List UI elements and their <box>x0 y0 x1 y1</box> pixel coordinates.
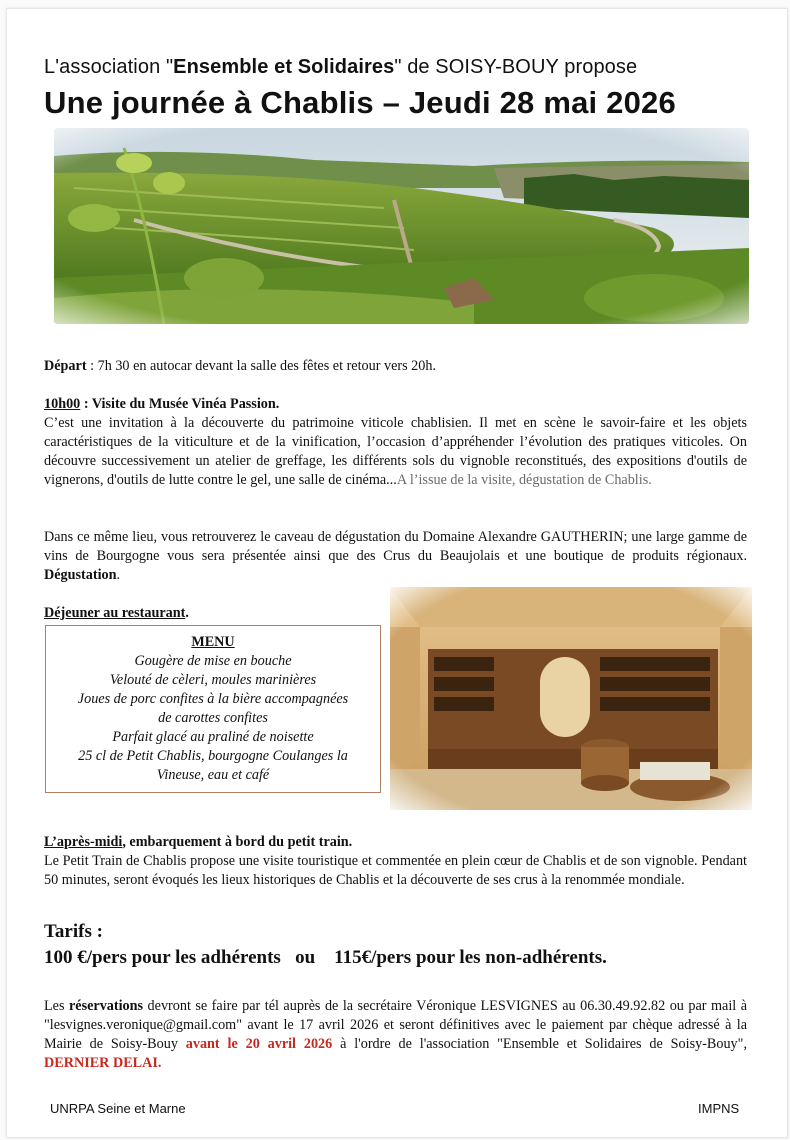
afternoon-heading <box>44 833 352 852</box>
museum-heading <box>44 395 744 414</box>
lunch-end: . <box>185 605 189 621</box>
menu-box <box>45 625 381 793</box>
lunch-title: Déjeuner au restaurant <box>44 605 186 621</box>
header-association-line <box>44 56 637 79</box>
footer-right: IMPNS <box>698 1101 740 1116</box>
departure-label: Départ <box>44 358 87 374</box>
lunch-heading <box>44 604 189 623</box>
caveau-paragraph <box>44 528 747 585</box>
menu-item: Parfait glacé au praliné de noisette <box>112 729 314 745</box>
museum-time: 10h00 <box>44 396 81 412</box>
museum-title: : Visite du Musée Vinéa Passion. <box>80 396 280 412</box>
caveau-tasting: Dégustation <box>44 567 117 583</box>
tarifs-line: 100 €/pers pour les adhérents ou 115€/pers pour les non-adhérents. <box>44 947 607 968</box>
museum-body: C’est une invitation à la découverte du patrimoine viticole chablisien. Il met en scène le savoir-faire et les objets caractéristiques de la viticulture et de la vinification, l’occasion d’appréhender l’évolution des pratiques viticoles. On découvre successivement un atelier de greffage, les différents sols du vignoble reconstitués, des expositions d'outils de vignerons, d'outils de lutte contre le gel, une salle de cinéma... <box>44 415 747 488</box>
page-title: Une journée à Chablis – Jeudi 28 mai 2026 <box>44 85 676 120</box>
menu-item: Gougère de mise en bouche <box>134 653 292 669</box>
reservation-text-3: à l'ordre de l'association "Ensemble et Solidaires de Soisy-Bouy", <box>332 1036 747 1052</box>
menu-item: Vineuse, eau et café <box>156 767 270 783</box>
menu-item: de carottes confites <box>158 710 268 726</box>
afternoon-title: L’après-midi <box>44 834 123 850</box>
reservation-deadline: avant le 20 avril 2026 <box>185 1036 333 1052</box>
caveau-body: Dans ce même lieu, vous retrouverez le caveau de dégustation du Domaine Alexandre GAUTHERIN; une large gamme de vins de Bourgogne vous sera présentée ainsi que des Crus du Beaujolais et une boutique de produits régionaux. <box>44 529 747 564</box>
menu-item: 25 cl de Petit Chablis, bourgogne Coulanges la <box>78 748 348 764</box>
departure-text: : 7h 30 en autocar devant la salle des fêtes et retour vers 20h. <box>86 358 436 374</box>
museum-description <box>44 414 747 490</box>
menu-item: Joues de porc confites à la bière accompagnées <box>77 691 349 707</box>
reservation-last-deadline: DERNIER DELAI. <box>44 1055 162 1071</box>
afternoon-description: Le Petit Train de Chablis propose une visite touristique et commentée en plein cœur de Chablis et de son vignoble. Pendant 50 minutes, seront évoqués les lieux historiques de Chablis et la découverte de ses crus à la renommée mondiale. <box>44 853 747 888</box>
wine-cellar-photo <box>390 587 752 810</box>
afternoon-title-rest: , embarquement à bord du petit train. <box>122 834 353 850</box>
tarifs-label: Tarifs : <box>44 921 103 942</box>
menu-title: MENU <box>191 634 235 650</box>
departure-line <box>44 357 744 376</box>
reservation-text-2: devront se faire par tél auprès de la secrétaire Véronique LESVIGNES au 06.30.49.92.82 ou par mail à "lesvignes.veronique@gmail.com" avant le 17 avril 2026 et seront définitives avec le paiement par chèque adressé à la Mairie de Soisy-Bouy <box>44 998 747 1052</box>
menu-item: Velouté de cèleri, moules marinières <box>109 672 317 688</box>
reservation-bold: réservations <box>68 998 144 1014</box>
reservation-paragraph <box>44 997 747 1073</box>
vineyard-photo <box>54 128 749 324</box>
caveau-end: . <box>116 567 121 583</box>
reservation-text-1: Les <box>44 998 69 1014</box>
association-name: Ensemble et Solidaires <box>173 56 395 78</box>
footer-left: UNRPA Seine et Marne <box>50 1101 186 1116</box>
museum-tasting-note: A l’issue de la visite, dégustation de Chablis. <box>396 472 652 488</box>
header-prefix: L'association " <box>44 56 174 78</box>
header-suffix: " de SOISY-BOUY propose <box>394 56 638 78</box>
